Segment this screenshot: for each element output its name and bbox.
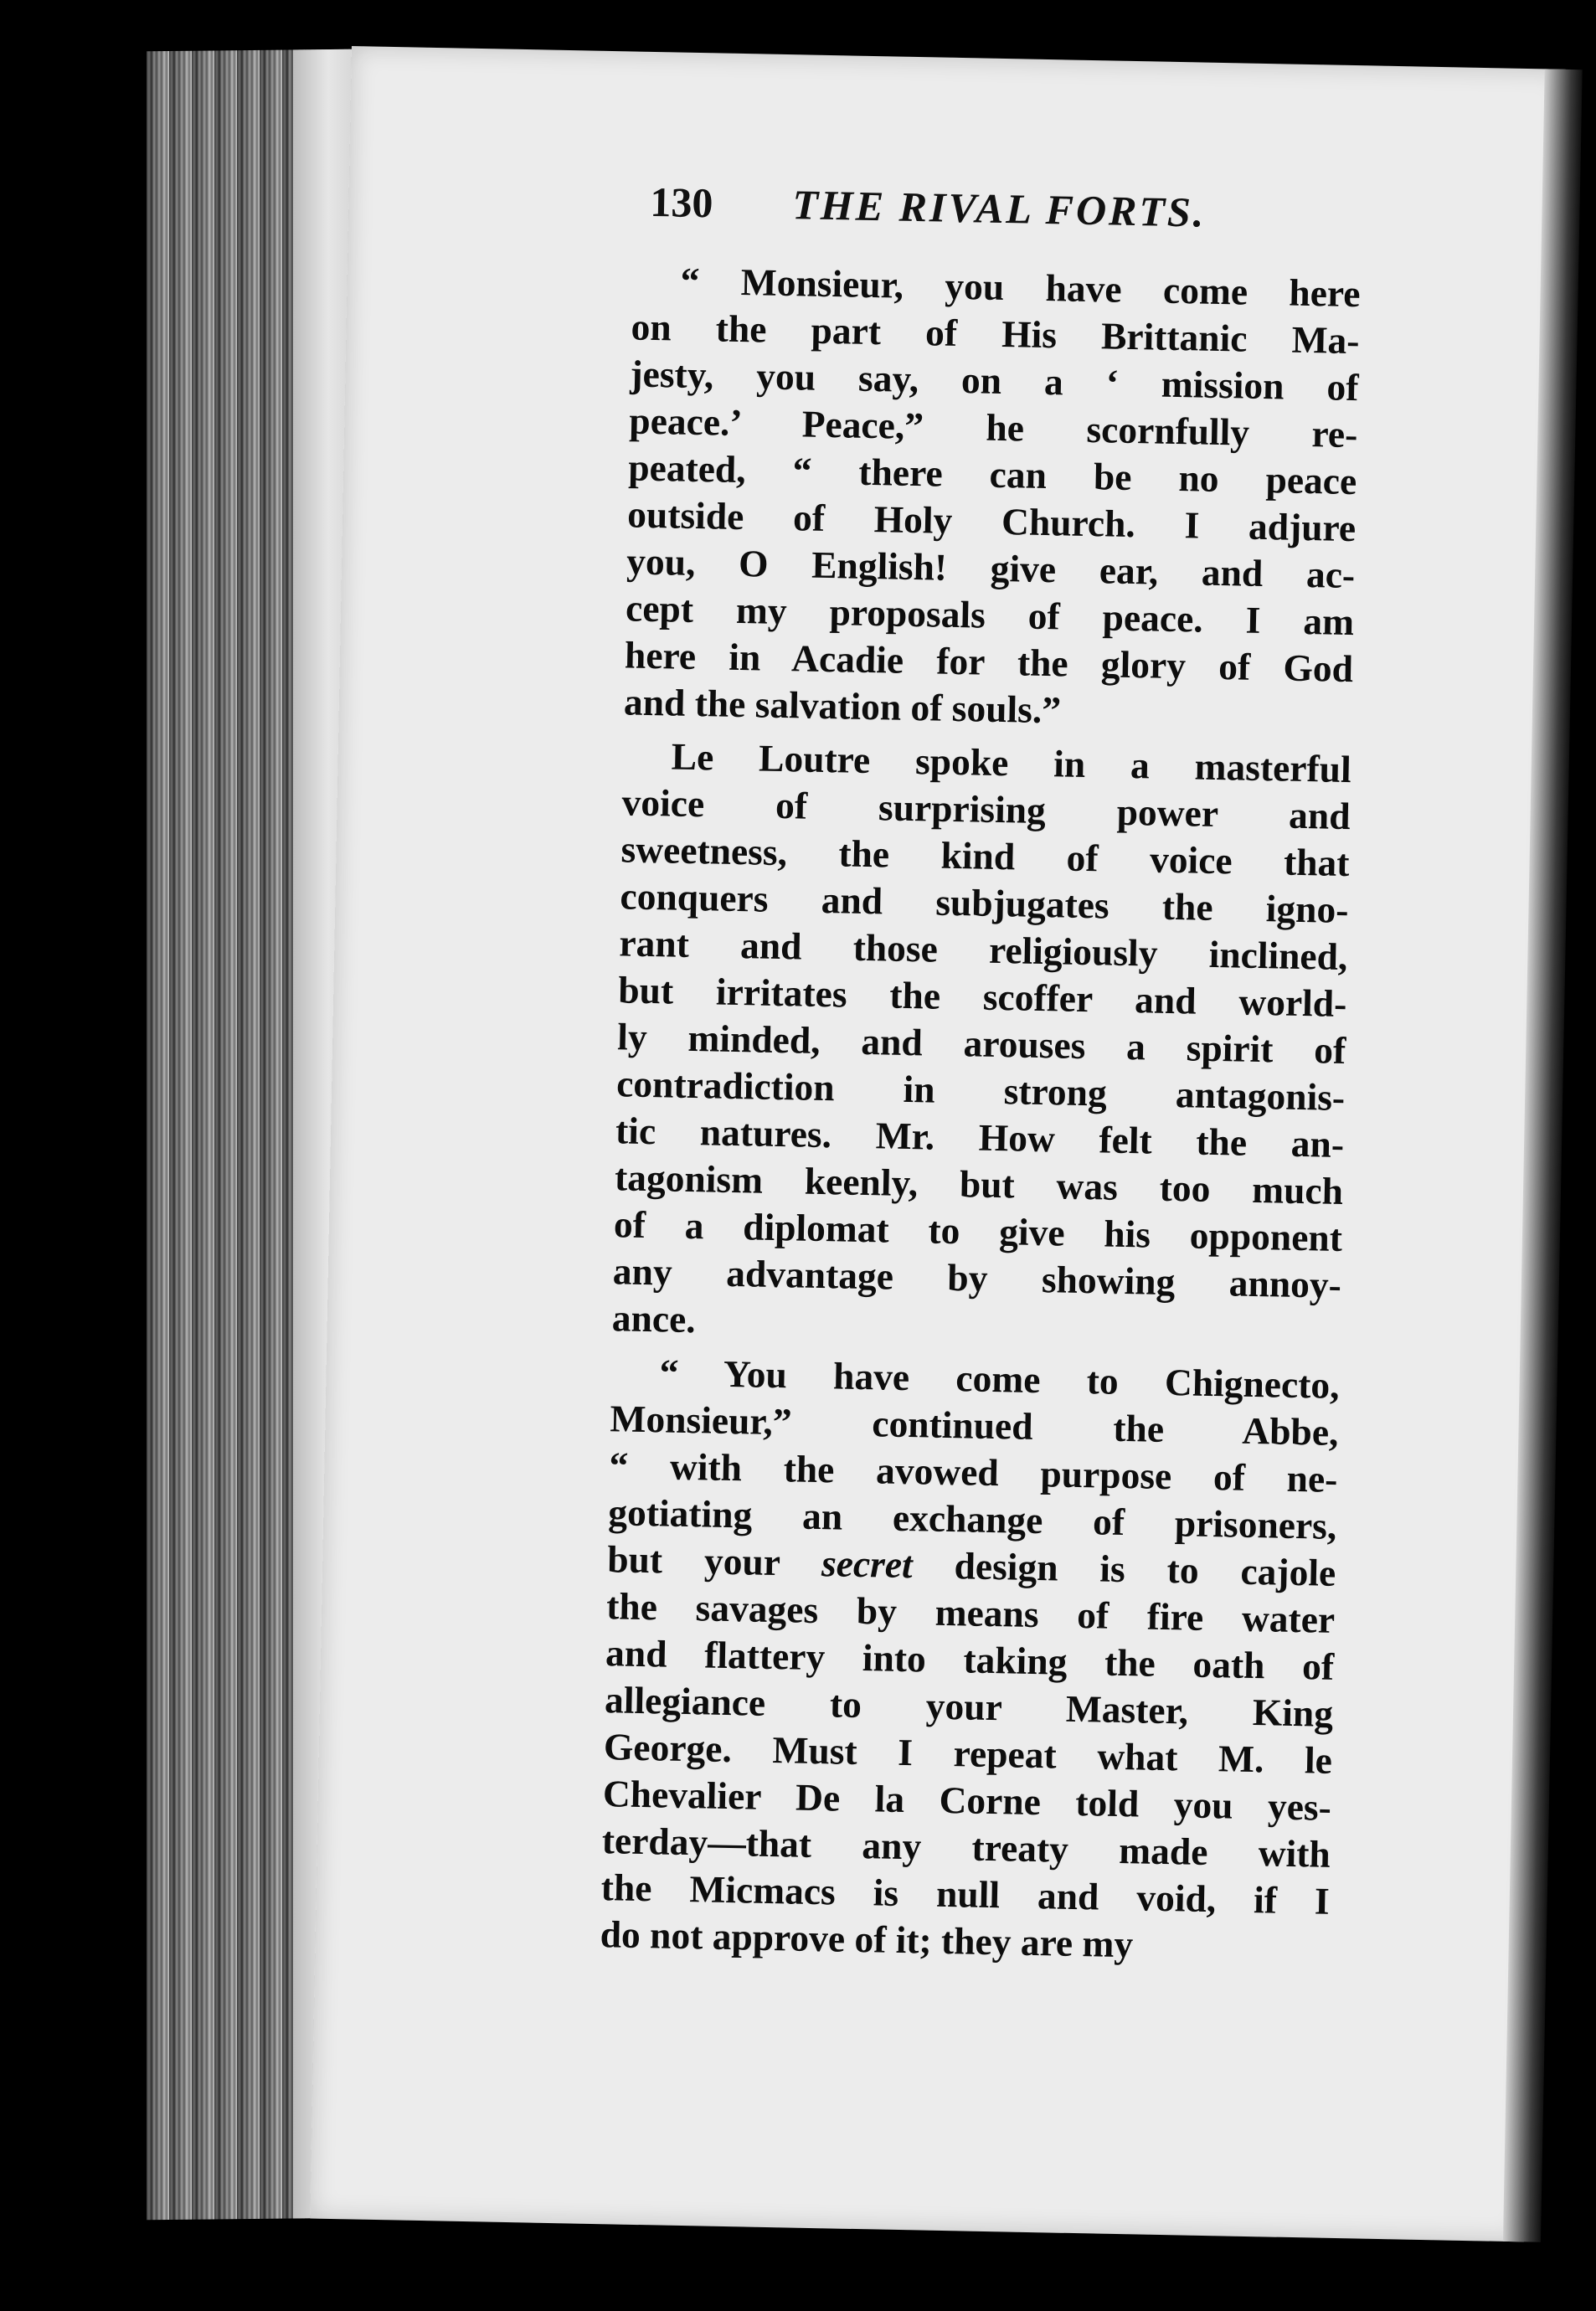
text-line: gotiating an exchange of prisoners, bbox=[607, 1490, 1337, 1547]
text-line: tic natures. Mr. How felt the an- bbox=[615, 1109, 1345, 1166]
running-title: THE RIVAL FORTS. bbox=[791, 181, 1207, 236]
book-page bbox=[310, 46, 1566, 2242]
page-number: 130 bbox=[649, 178, 714, 227]
text-line: the savages by means of fire water bbox=[605, 1584, 1336, 1641]
text-line: on the part of His Brittanic Ma- bbox=[631, 305, 1360, 363]
text-line: and flattery into taking the oath of bbox=[605, 1631, 1335, 1688]
text-line: Monsieur,” continued the Abbe, bbox=[610, 1397, 1339, 1454]
text-line: of a diplomat to give his opponent bbox=[613, 1202, 1343, 1259]
text-line: you, O English! give ear, and ac- bbox=[626, 539, 1356, 597]
text-line: Chevalier De la Corne told you yes- bbox=[602, 1772, 1332, 1829]
paragraph-3 bbox=[600, 1348, 1340, 1972]
text-line: George. Must I repeat what M. le bbox=[603, 1725, 1333, 1782]
emphasized-word: secret bbox=[821, 1542, 914, 1587]
running-head bbox=[649, 178, 1321, 265]
text-line: do not approve of it; they are my bbox=[600, 1912, 1134, 1966]
text-line: ly minded, and arouses a spirit of bbox=[616, 1015, 1346, 1073]
paragraph-1 bbox=[623, 256, 1361, 739]
text-line: outside of Holy Church. I adjure bbox=[626, 492, 1357, 550]
text-line: peace.’ Peace,” he scornfully re- bbox=[628, 399, 1358, 456]
text-line: conquers and subjugates the igno- bbox=[620, 874, 1349, 932]
body-text bbox=[600, 256, 1361, 1978]
text-line: and the salvation of souls.” bbox=[623, 680, 1062, 732]
text-line: tagonism keenly, but was too much bbox=[614, 1156, 1344, 1212]
text-line: cept my proposals of peace. I am bbox=[625, 586, 1355, 644]
text-line: but your secret design is to cajole bbox=[606, 1537, 1336, 1594]
text-line: here in Acadie for the glory of God bbox=[624, 633, 1354, 691]
text-line: contradiction in strong antagonis- bbox=[615, 1062, 1346, 1119]
text-line: jesty, you say, on a ‘ mission of bbox=[630, 352, 1359, 409]
paragraph-2 bbox=[611, 732, 1351, 1356]
text-line: “ You have come to Chignecto, bbox=[659, 1351, 1341, 1407]
text-line: any advantage by showing annoy- bbox=[612, 1249, 1342, 1306]
text-line: terday—that any treaty made with bbox=[601, 1819, 1331, 1876]
text-line: the Micmacs is null and void, if I bbox=[600, 1866, 1331, 1922]
text-line: Le Loutre spoke in a masterful bbox=[671, 734, 1352, 791]
text-line: “ with the avowed purpose of ne- bbox=[609, 1444, 1338, 1500]
text-line: voice of surprising power and bbox=[621, 780, 1351, 838]
text-line: rant and those religiously inclined, bbox=[619, 921, 1348, 979]
text-line: sweetness, the kind of voice that bbox=[620, 827, 1350, 885]
text-line: ance. bbox=[611, 1296, 697, 1341]
text-line: “ Monsieur, you have come here bbox=[680, 259, 1362, 316]
text-line: peated, “ there can be no peace bbox=[627, 445, 1357, 503]
text-line: allegiance to your Master, King bbox=[604, 1678, 1334, 1735]
text-line: but irritates the scoffer and world- bbox=[617, 968, 1347, 1026]
